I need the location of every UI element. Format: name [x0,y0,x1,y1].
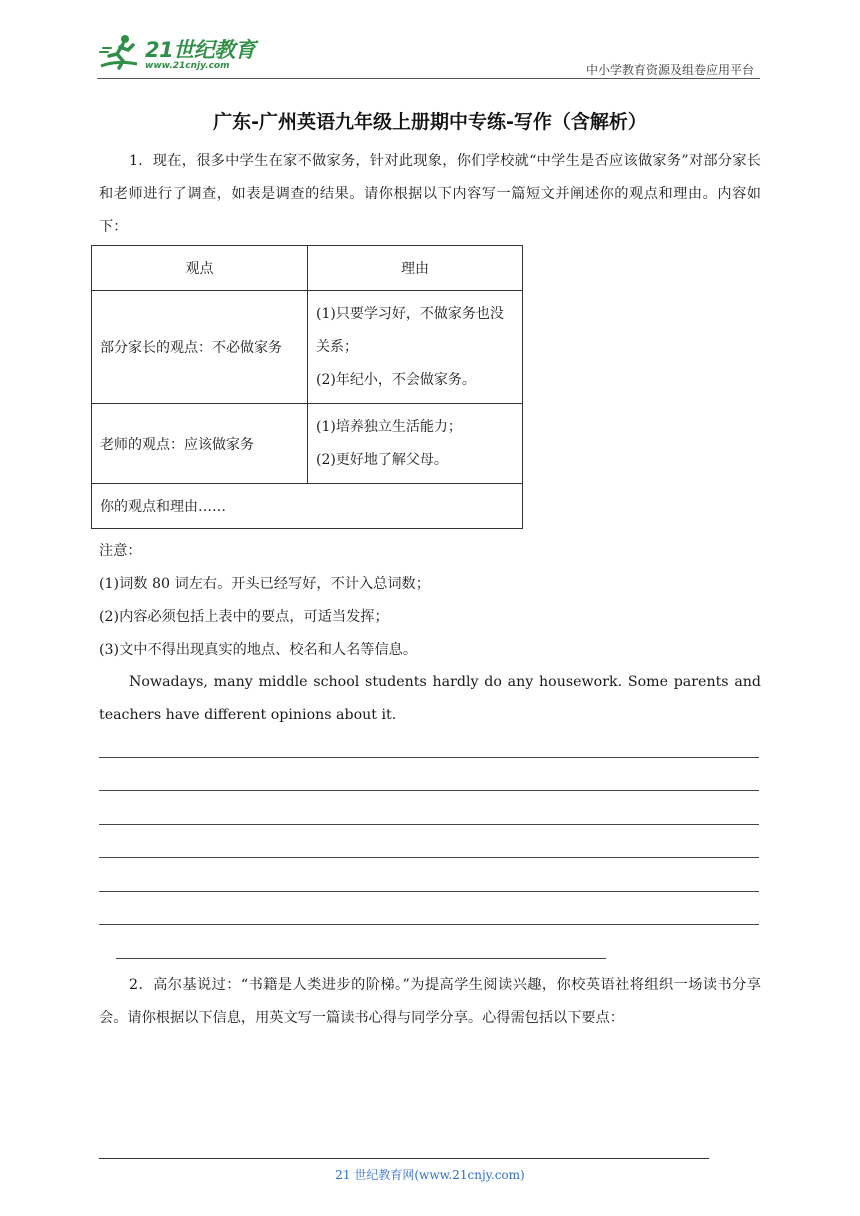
page-header [97,28,760,80]
page-title: 广东-广州英语九年级上册期中专练-写作（含解析） [213,111,647,133]
header-divider [97,78,760,79]
reason-item: (1)只要学习好，不做家务也没关系； [316,305,504,355]
table-row [92,404,523,484]
runner-logo-icon [97,34,141,72]
note-item: (1)词数 80 词左右。开头已经写好，不计入总词数； [99,576,430,592]
footer-divider [99,1158,709,1159]
q1-prompt: 1．现在，很多中学生在家不做家务，针对此现象，你们学校就“中学生是否应该做家务”对部分家长和老师进行了调查，如表是调查的结果。请你根据以下内容写一篇短文并阐述你的观点和理由。内容如下： [99,153,761,235]
opinions-table [91,245,523,529]
reason-item: (2)更好地了解父母。 [316,451,448,468]
table-footer-cell: 你的观点和理由…… [92,484,523,529]
logo [97,34,267,76]
note-item: (2)内容必须包括上表中的要点，可适当发挥； [99,609,389,625]
logo-text: 21世纪教育 [145,38,256,62]
answer-line[interactable] [99,891,759,892]
table-header-cell: 理由 [308,246,523,291]
q1-opening: Nowadays, many middle school students hardly do any housework. Some parents and teachers have different opinions about it. [99,674,761,723]
reason-item: (2)年纪小，不会做家务。 [316,371,476,388]
note-item: (3)文中不得出现真实的地点、校名和人名等信息。 [99,642,418,658]
table-row [92,291,523,404]
notes-title: 注意： [99,543,142,559]
view-cell: 部分家长的观点：不必做家务 [92,291,308,404]
answer-line[interactable] [99,924,759,925]
answer-line[interactable] [116,958,606,959]
answer-line[interactable] [99,824,759,825]
table-header-cell: 观点 [92,246,308,291]
reasons-cell [308,404,523,484]
reason-item: (1)培养独立生活能力； [316,418,462,435]
q2-prompt: 2．高尔基说过：“书籍是人类进步的阶梯。”为提高学生阅读兴趣，你校英语社将组织一场读书分享会。请你根据以下信息，用英文写一篇读书心得与同学分享。心得需包括以下要点： [99,977,761,1026]
table-header-row [92,246,523,291]
footer-link[interactable]: 21 世纪教育网(www.21cnjy.com) [335,1168,525,1182]
answer-line[interactable] [99,757,759,758]
platform-name: 中小学教育资源及组卷应用平台 [585,63,754,77]
answer-line[interactable] [99,790,759,791]
reasons-cell [308,291,523,404]
logo-url: www.21cnjy.com [145,61,230,71]
view-cell: 老师的观点：应该做家务 [92,404,308,484]
answer-line[interactable] [99,857,759,858]
table-footer-row [92,484,523,529]
